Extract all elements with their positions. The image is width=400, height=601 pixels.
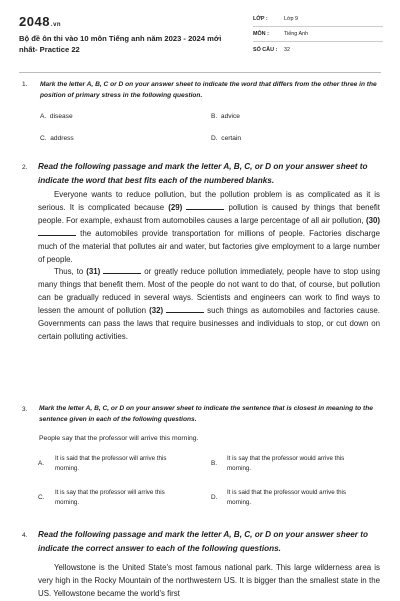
brand-logo[interactable]	[19, 14, 61, 29]
blank-number: (32)	[149, 306, 164, 316]
option-letter: C.	[38, 494, 45, 501]
option-b[interactable]: B. advice	[211, 113, 240, 120]
question-number: 4.	[22, 532, 28, 539]
option-a[interactable]: A. disease	[40, 113, 73, 120]
question-instruction: Mark the letter A, B, C, or D on your answer sheet to indicate the sentence that is closest in meaning to the sentence given in each of the following questions.	[39, 405, 373, 423]
answer-blank	[166, 305, 204, 313]
document-title: Bộ đề ôn thi vào 10 môn Tiếng anh năm 2023 - 2024 mới nhất- Practice 22	[19, 34, 222, 54]
header-divider	[19, 72, 381, 73]
blank-number: (29)	[168, 202, 183, 212]
count-label: SỐ CÂU :	[253, 47, 278, 53]
question-instruction: Read the following passage and mark the letter A, B, C, or D on your answer sheet to indicate the word that best fits each of the numbered blanks.	[38, 162, 368, 185]
answer-blank	[38, 228, 76, 236]
question-number: 3.	[22, 406, 28, 413]
answer-blank	[103, 266, 141, 274]
brand-suffix: .vn	[50, 22, 62, 28]
question-instruction: Read the following passage and mark the letter A, B, C, or D on your answer sheer to indicate the correct answer to each of the following questions.	[38, 530, 368, 553]
subject-label: MÔN :	[253, 31, 269, 37]
question-prompt: People say that the professor will arrive this morning.	[39, 435, 199, 442]
count-value: 32	[284, 47, 290, 53]
blank-number: (30)	[365, 215, 380, 225]
reading-passage: Everyone wants to reduce pollution, but the pollution problem is as complicated as it is serious. It is complicated because (29) pollution is caused by things that benefit people. For example, exhaust from automobiles causes a large percentage of all air pollution, (30) the automobiles provide transportation for millions of people. Factories discharge much of the material that pollutes air and water, but factories give employment to a large number of people. Thus, to (31) or greatly reduce pollution immediately, people have to stop using many things that benefit them. Most of the people do not want to do that, of course, but pollution can be gradually reduced in several ways. Scientists and engineers can work to find ways to lessen the amount of pollution (32) such things as automobiles and factories cause. Governments can pass the laws that require businesses and individuals to stop, or cut down on certain polluting activities.	[38, 190, 380, 341]
option-c[interactable]: C. address	[40, 135, 74, 142]
answer-blank	[186, 202, 224, 210]
question-number: 2.	[22, 164, 28, 171]
class-value: Lớp 9	[284, 16, 299, 22]
question-number: 1.	[22, 81, 28, 88]
reading-passage: Yellowstone is the United State's most famous national park. This large wilderness area is very high in the Rocky Mountain of the northwestern US. It is bigger than the smallest state in the US. Yellowstone became the world's first	[38, 563, 380, 598]
class-label: LỚP :	[253, 16, 268, 22]
divider	[253, 41, 383, 42]
option-b[interactable]: It is say that the professor would arrive this morning.	[227, 455, 345, 472]
page-header	[0, 0, 400, 66]
option-a[interactable]: It is said that the professor will arrive this morning.	[55, 455, 167, 472]
question-instruction: Mark the letter A, B, C or D on your answer sheet to indicate the word that differs from the other three in the position of primary stress in the following question.	[40, 81, 377, 99]
option-c[interactable]: It is say that the professor will arrive this morning.	[55, 489, 165, 506]
subject-value: Tiếng Anh	[284, 31, 309, 37]
divider	[253, 26, 383, 27]
blank-number: (31)	[86, 267, 101, 277]
brand-name: 2048	[19, 14, 50, 29]
option-d[interactable]: D. certain	[211, 135, 242, 142]
option-letter: D.	[211, 494, 218, 501]
option-d[interactable]: It is said that the professor would arrive this morning.	[227, 489, 346, 506]
option-letter: A.	[38, 460, 45, 467]
option-letter: B.	[211, 460, 218, 467]
